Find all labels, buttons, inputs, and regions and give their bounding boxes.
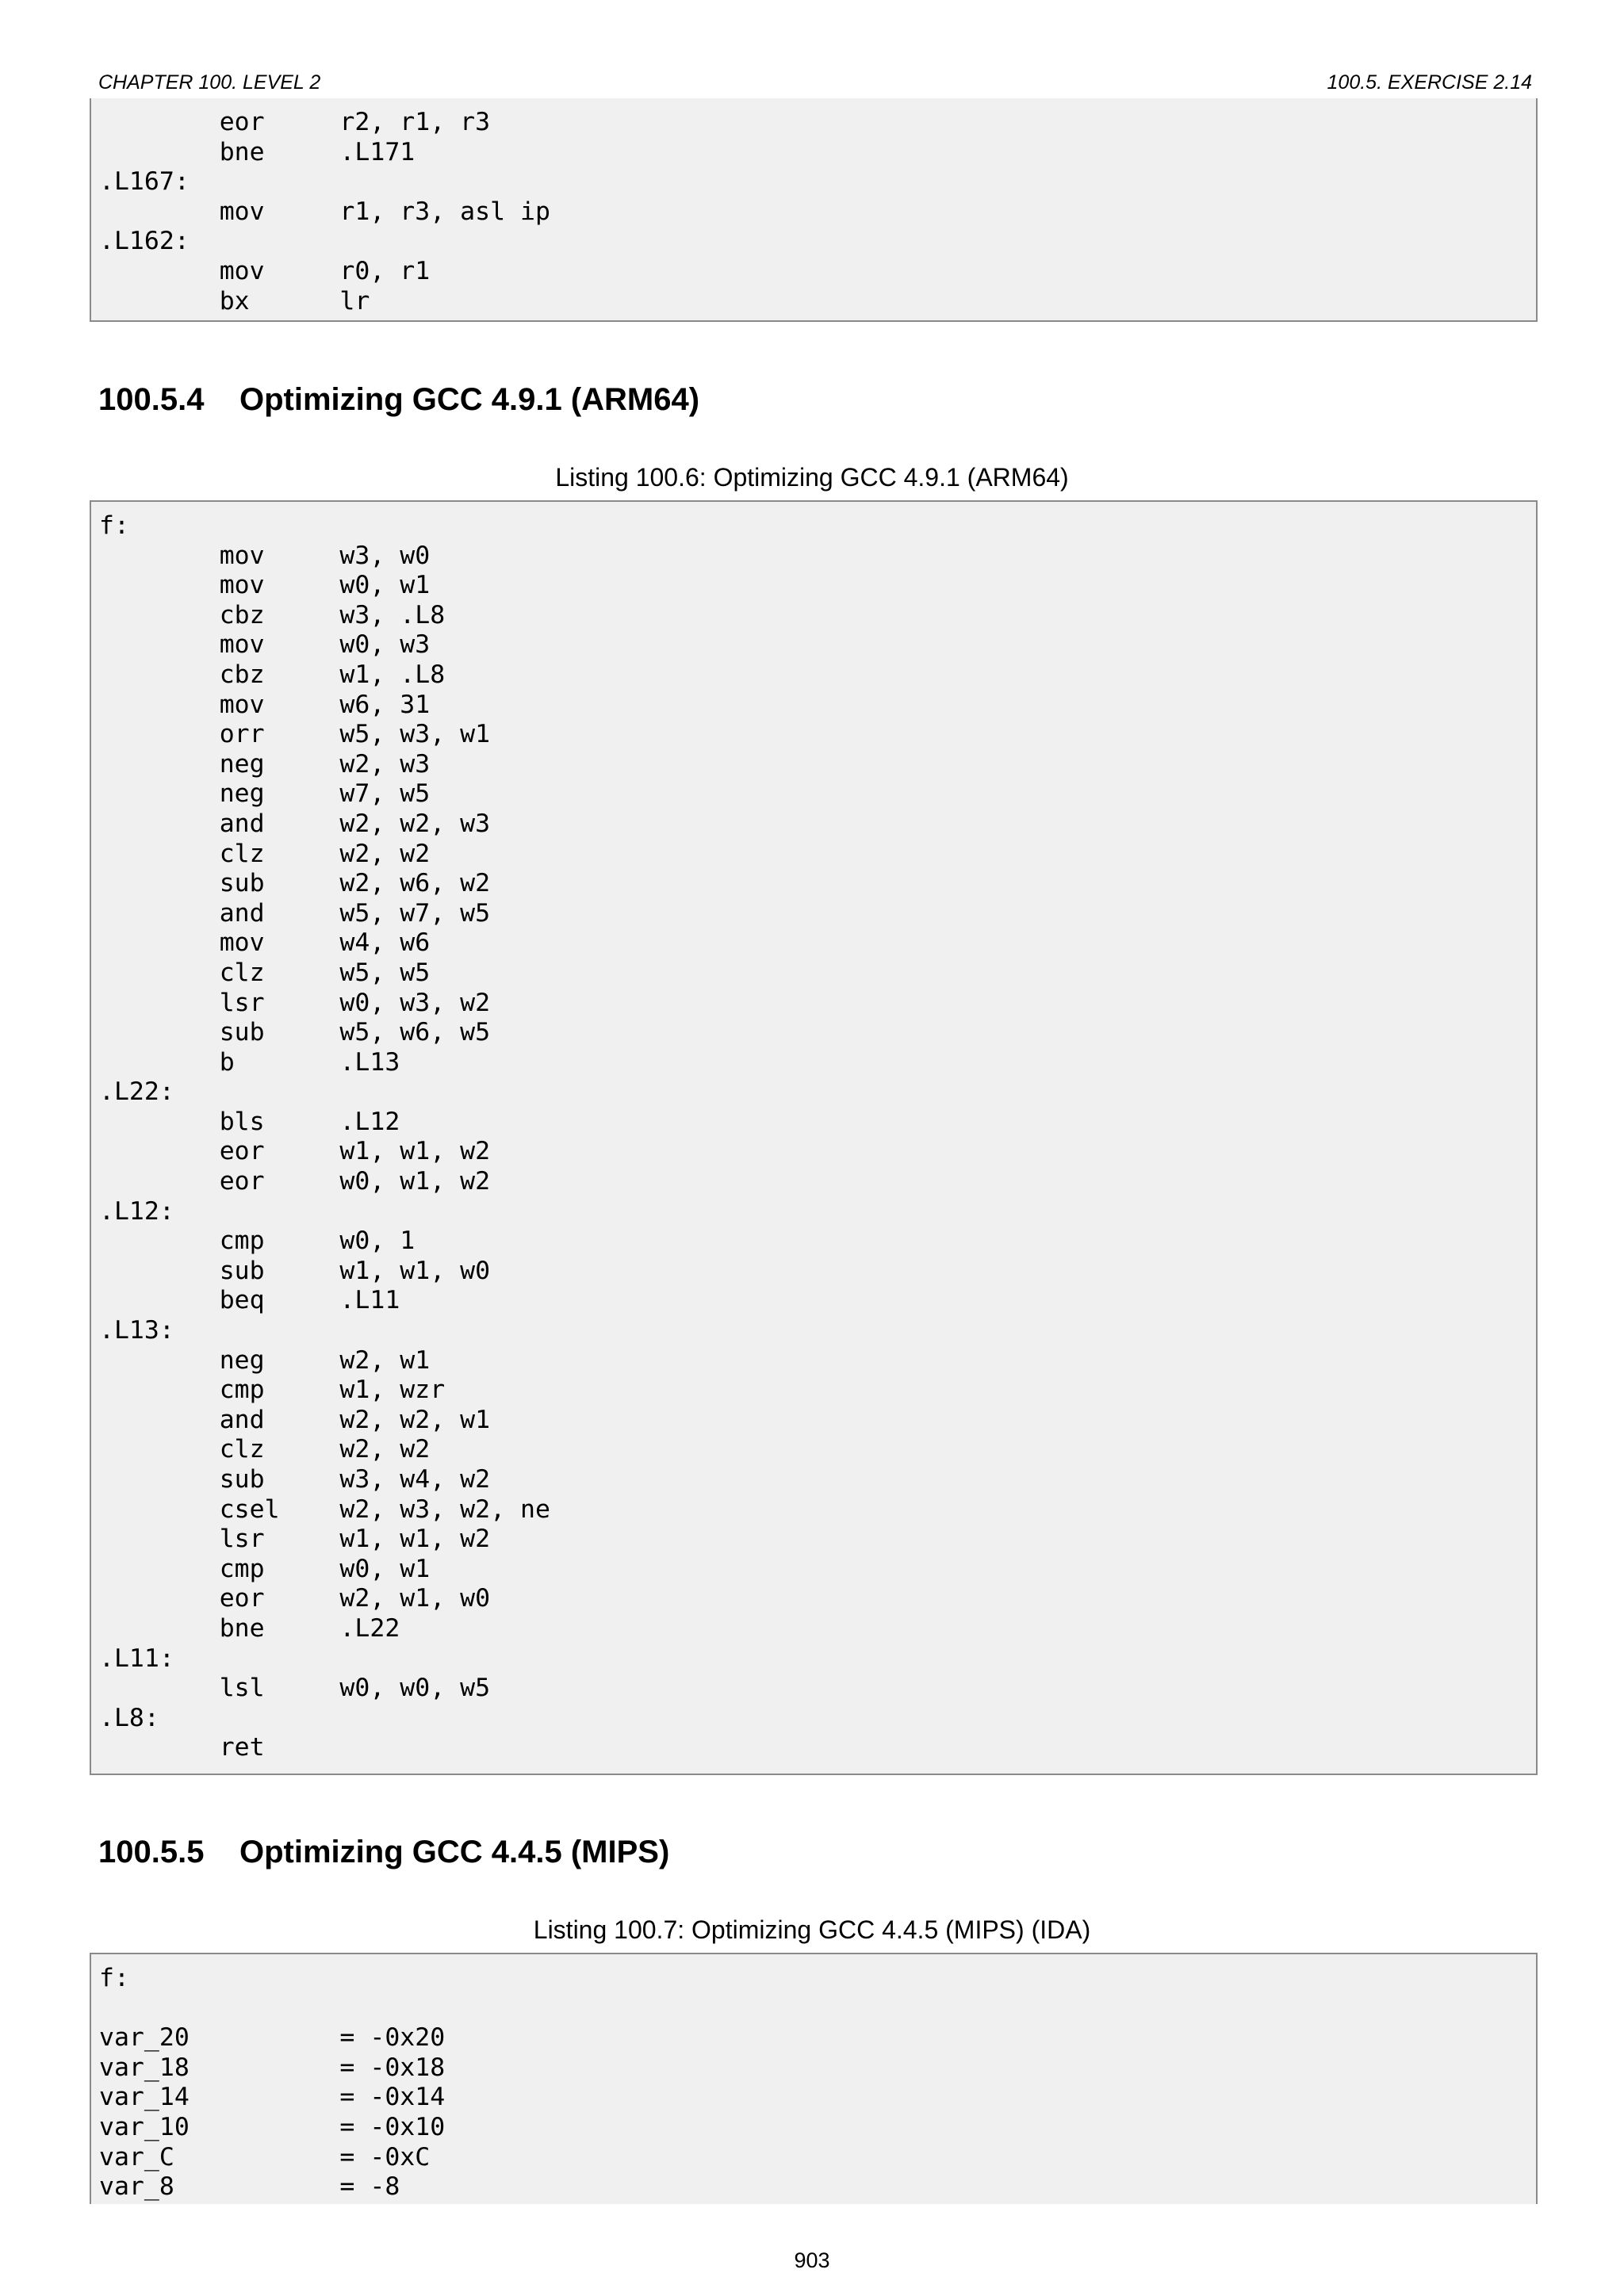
section-heading-text: Optimizing GCC 4.9.1 (ARM64) [239,382,700,417]
code-line: mov w3, w0 [99,541,431,570]
section-heading-mips [98,1835,669,1870]
code-line: bx lr [99,286,370,316]
code-line: clz w2, w2 [99,1435,431,1464]
page-number: 903 [794,2248,830,2272]
code-line: csel w2, w3, w2, ne [99,1494,550,1524]
code-line: sub w2, w6, w2 [99,869,491,898]
code-listing-arm64 [90,500,1538,1775]
code-line: cmp w0, w1 [99,1554,431,1583]
code-line: mov w0, w1 [99,571,431,600]
code-line: .L22: [99,1077,174,1107]
code-line: and w2, w2, w3 [99,809,491,838]
code-line: mov w4, w6 [99,928,431,958]
code-line: neg w2, w3 [99,749,431,779]
section-heading-arm64 [98,382,699,418]
code-line: cbz w3, .L8 [99,600,446,629]
section-number: 100.5.4 [98,382,205,417]
code-line: sub w5, w6, w5 [99,1018,491,1047]
code-line: clz w5, w5 [99,958,431,987]
code-line: eor w0, w1, w2 [99,1167,491,1196]
code-line: eor w1, w1, w2 [99,1137,491,1166]
code-line: var_18 = -0x18 [99,2053,446,2082]
code-listing-continued [90,98,1538,322]
chapter-title: CHAPTER 100. LEVEL 2 [98,71,321,94]
code-line: .L167: [99,167,190,197]
page-header [98,68,1532,100]
code-line: var_8 = -8 [99,2172,400,2202]
code-line: and w2, w2, w1 [99,1405,491,1434]
code-line: var_10 = -0x10 [99,2112,446,2141]
code-line: lsr w0, w3, w2 [99,988,491,1017]
code-line: b .L13 [99,1047,400,1077]
code-line: f: [99,1964,129,1992]
code-line: neg w7, w5 [99,779,431,809]
code-line: cmp w0, 1 [99,1226,416,1256]
code-line: ret [99,1733,265,1762]
code-line: f: [99,511,129,540]
code-line: neg w2, w1 [99,1345,431,1375]
code-line: .L8: [99,1703,159,1732]
code-line: lsl w0, w0, w5 [99,1674,491,1703]
code-line [99,1994,1528,2024]
code-listing-mips [90,1953,1538,2204]
code-line: orr w5, w3, w1 [99,720,491,749]
section-title: 100.5. EXERCISE 2.14 [1327,71,1532,94]
listing-caption-arm64: Listing 100.6: Optimizing GCC 4.9.1 (ARM64) [555,463,1069,492]
code-line: beq .L11 [99,1286,400,1315]
code-line: .L162: [99,227,190,256]
code-line: var_C = -0xC [99,2142,431,2172]
code-line: cmp w1, wzr [99,1376,446,1405]
code-line: sub w1, w1, w0 [99,1256,491,1285]
code-line: lsr w1, w1, w2 [99,1525,491,1554]
listing-caption-mips: Listing 100.7: Optimizing GCC 4.4.5 (MIPS) (IDA) [533,1915,1091,1944]
code-line: sub w3, w4, w2 [99,1465,491,1494]
code-line: bne .L171 [99,137,416,166]
code-line: bne .L22 [99,1613,400,1643]
section-heading-text: Optimizing GCC 4.4.5 (MIPS) [239,1835,670,1869]
code-line: mov r0, r1 [99,256,431,285]
section-number: 100.5.5 [98,1835,205,1869]
code-line: mov r1, r3, asl ip [99,197,550,226]
code-line: and w5, w7, w5 [99,898,491,928]
code-line: bls .L12 [99,1107,400,1136]
code-line: eor r2, r1, r3 [99,108,491,136]
code-line: var_14 = -0x14 [99,2083,446,2112]
code-line: eor w2, w1, w0 [99,1584,491,1613]
code-line: .L11: [99,1644,174,1673]
code-line: var_20 = -0x20 [99,2023,446,2053]
code-line: clz w2, w2 [99,839,431,868]
code-line: .L12: [99,1196,174,1226]
code-line: mov w6, 31 [99,690,431,719]
code-line: cbz w1, .L8 [99,660,446,689]
code-line: mov w0, w3 [99,630,431,660]
code-line: .L13: [99,1316,174,1345]
